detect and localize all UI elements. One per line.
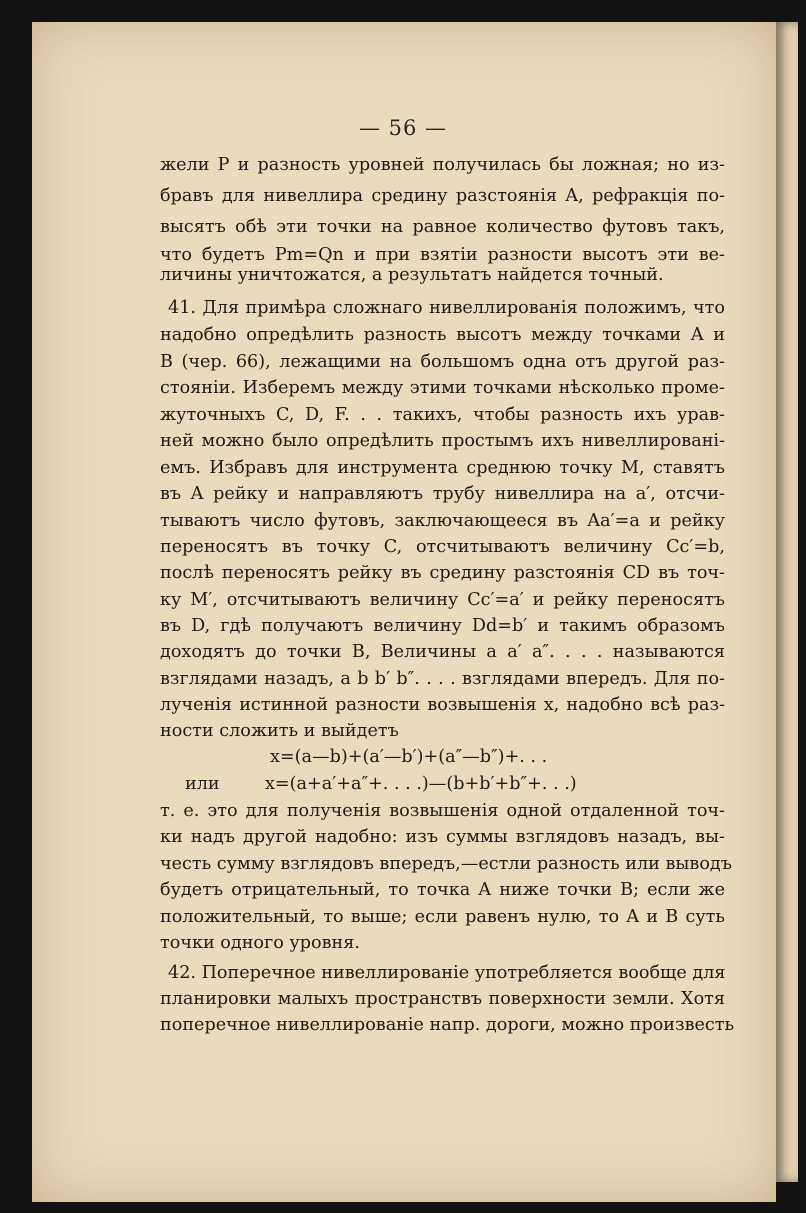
equation-2 (185, 772, 705, 796)
text-line: поперечное нивеллированіе напр. дороги, можно произвесть (160, 1015, 735, 1035)
text-line: ней можно было опредѣлить простымъ ихъ нивеллировані- (160, 431, 725, 451)
text-line: послѣ переносятъ рейку въ средину разстоянія CD въ точ- (160, 563, 725, 583)
text-line: бравъ для нивеллира средину разстоянія A, рефракція по- (160, 186, 725, 206)
text-line: стояніи. Изберемъ между этими точками нѣсколько проме- (160, 378, 725, 398)
text-line: ку M′, отсчитываютъ величину Cc′=a′ и рейку переносятъ (160, 590, 725, 610)
text-line: переносятъ въ точку C, отсчитываютъ величину Cc′=b, (160, 537, 725, 557)
text-line: жели P и разность уровней получилась бы ложная; но из- (160, 155, 725, 175)
text-line: въ A рейку и направляютъ трубу нивеллира на a′, отсчи- (160, 484, 725, 504)
text-line: ности сложить и выйдетъ (160, 721, 399, 741)
text-line: личины уничтожатся, а результатъ найдется точный. (160, 265, 664, 285)
equation-1: x=(a—b)+(a′—b′)+(a″—b″)+. . . (270, 747, 548, 767)
text-line: жуточныхъ C, D, F. . . такихъ, чтобы разность ихъ урав- (160, 405, 725, 425)
text-line: т. е. это для полученія возвышенія одной отдаленной точ- (160, 801, 725, 821)
text-line: планировки малыхъ пространствъ поверхности земли. Хотя (160, 989, 725, 1009)
equation-connector: или (185, 774, 220, 794)
text-line: тываютъ число футовъ, заключающееся въ Aa′=a и рейку (160, 511, 725, 531)
page-number: — 56 — (358, 116, 448, 140)
text-line: емъ. Избравъ для инструмента среднюю точку M, ставятъ (160, 458, 725, 478)
next-page-edge (776, 22, 798, 1182)
text-line: лученія истинной разности возвышенія x, надобно всѣ раз- (160, 695, 725, 715)
text-line: высятъ обѣ эти точки на равное количество футовъ такъ, (160, 217, 725, 237)
text-line: взглядами назадъ, a b b′ b″. . . . взглядами впередъ. Для по- (160, 669, 725, 689)
text-line: B (чер. 66), лежащими на большомъ одна отъ другой раз- (160, 352, 725, 372)
equation-2-text: x=(a+a′+a″+. . . .)—(b+b′+b″+. . .) (265, 774, 577, 794)
paragraph-42-start: 42. Поперечное нивеллированіе употребляется вообще для (168, 963, 726, 983)
text-line: точки одного уровня. (160, 933, 360, 953)
text-line: честь сумму взглядовъ впередъ,—естли разность или выводъ (160, 854, 732, 874)
text-line: что будетъ Pm=Qn и при взятіи разности высотъ эти ве- (160, 245, 725, 265)
paragraph-41-start: 41. Для примѣра сложнаго нивеллированія положимъ, что (168, 298, 725, 318)
text-line: въ D, гдѣ получаютъ величину Dd=b′ и такимъ образомъ (160, 616, 725, 636)
text-line: ки надъ другой надобно: изъ суммы взглядовъ назадъ, вы- (160, 827, 725, 847)
text-line: положительный, то выше; если равенъ нулю, то A и B суть (160, 907, 725, 927)
text-line: доходятъ до точки B, Величины a a′ a″. . . . называются (160, 642, 725, 662)
text-line: надобно опредѣлить разность высотъ между точками A и (160, 325, 725, 345)
text-line: будетъ отрицательный, то точка A ниже точки B; если же (160, 880, 725, 900)
